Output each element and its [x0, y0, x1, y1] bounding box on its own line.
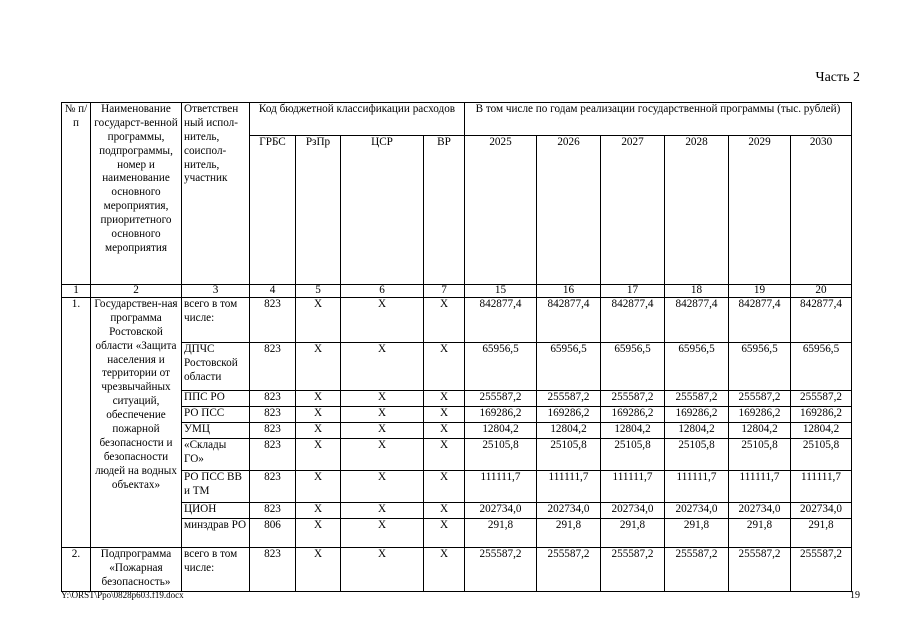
year-value-cell: 111111,7 [601, 471, 665, 503]
year-value-cell: 291,8 [665, 519, 729, 548]
grbs-cell: 823 [250, 343, 296, 391]
csr-cell: Х [341, 391, 424, 407]
column-number: 17 [601, 285, 665, 298]
vr-cell: Х [424, 391, 465, 407]
vr-cell: Х [424, 343, 465, 391]
year-value-cell: 255587,2 [665, 548, 729, 592]
year-value-cell: 25105,8 [791, 439, 852, 471]
year-value-cell: 12804,2 [729, 423, 791, 439]
year-value-cell: 65956,5 [537, 343, 601, 391]
executor-cell: «Склады ГО» [182, 439, 250, 471]
csr-cell: Х [341, 423, 424, 439]
year-value-cell: 169286,2 [665, 407, 729, 423]
program-name: Подпрограмма «Пожарная безопасность» [91, 548, 182, 592]
grbs-cell: 823 [250, 503, 296, 519]
year-value-cell: 255587,2 [601, 548, 665, 592]
executor-cell: всего в том числе: [182, 548, 250, 592]
column-number: 16 [537, 285, 601, 298]
header-budget-code: Код бюджетной классификации расходов [250, 103, 465, 136]
grbs-cell: 806 [250, 519, 296, 548]
csr-cell: Х [341, 471, 424, 503]
footer-page-number: 19 [850, 590, 860, 601]
rzpr-cell: Х [296, 423, 341, 439]
year-value-cell: 25105,8 [729, 439, 791, 471]
program-block-1 [62, 298, 852, 548]
column-number: 5 [296, 285, 341, 298]
rzpr-cell: Х [296, 439, 341, 471]
year-value-cell: 842877,4 [601, 298, 665, 343]
column-number-row [62, 285, 852, 298]
grbs-cell: 823 [250, 548, 296, 592]
csr-cell: Х [341, 548, 424, 592]
header-csr: ЦСР [341, 136, 424, 285]
grbs-cell: 823 [250, 423, 296, 439]
program-name: Государствен-ная программа Ростовской области «Защита населения и территории от чрезвычайных ситуаций, обеспечение пожарной безопасности и безопасности людей на водных объектах» [91, 298, 182, 548]
year-value-cell: 65956,5 [465, 343, 537, 391]
column-number: 1 [62, 285, 91, 298]
column-number: 7 [424, 285, 465, 298]
program-block-2 [62, 548, 852, 592]
csr-cell: Х [341, 298, 424, 343]
year-value-cell: 255587,2 [665, 391, 729, 407]
header-year: 2029 [729, 136, 791, 285]
year-value-cell: 255587,2 [537, 548, 601, 592]
year-value-cell: 169286,2 [601, 407, 665, 423]
year-value-cell: 291,8 [601, 519, 665, 548]
vr-cell: Х [424, 439, 465, 471]
rzpr-cell: Х [296, 503, 341, 519]
year-value-cell: 111111,7 [665, 471, 729, 503]
budget-table [61, 102, 852, 592]
column-number: 4 [250, 285, 296, 298]
footer-file-path: Y:\ORST\Ppo\0828p603.f19.docx [61, 590, 184, 600]
year-value-cell: 25105,8 [537, 439, 601, 471]
year-value-cell: 202734,0 [465, 503, 537, 519]
grbs-cell: 823 [250, 471, 296, 503]
csr-cell: Х [341, 439, 424, 471]
year-value-cell: 255587,2 [465, 548, 537, 592]
rzpr-cell: Х [296, 519, 341, 548]
rzpr-cell: Х [296, 298, 341, 343]
year-value-cell: 255587,2 [537, 391, 601, 407]
header-grbs: ГРБС [250, 136, 296, 285]
grbs-cell: 823 [250, 391, 296, 407]
grbs-cell: 823 [250, 407, 296, 423]
year-value-cell: 255587,2 [601, 391, 665, 407]
column-number: 3 [182, 285, 250, 298]
year-value-cell: 12804,2 [665, 423, 729, 439]
year-value-cell: 25105,8 [465, 439, 537, 471]
grbs-cell: 823 [250, 439, 296, 471]
executor-cell: всего в том числе: [182, 298, 250, 343]
executor-cell: УМЦ [182, 423, 250, 439]
header-year: 2028 [665, 136, 729, 285]
year-value-cell: 111111,7 [537, 471, 601, 503]
year-value-cell: 255587,2 [791, 548, 852, 592]
year-value-cell: 291,8 [791, 519, 852, 548]
year-value-cell: 291,8 [729, 519, 791, 548]
year-value-cell: 12804,2 [791, 423, 852, 439]
header-name: Наименование государст-венной программы, подпрограммы, номер и наименование основного мероприятия, приоритетного основного мероприятия [91, 103, 182, 285]
vr-cell: Х [424, 503, 465, 519]
header-year: 2027 [601, 136, 665, 285]
header-rzpr: РзПр [296, 136, 341, 285]
csr-cell: Х [341, 519, 424, 548]
year-value-cell: 65956,5 [601, 343, 665, 391]
year-value-cell: 25105,8 [601, 439, 665, 471]
column-number: 18 [665, 285, 729, 298]
year-value-cell: 111111,7 [465, 471, 537, 503]
rzpr-cell: Х [296, 471, 341, 503]
vr-cell: Х [424, 471, 465, 503]
header-num: № п/п [62, 103, 91, 285]
row-number: 2. [62, 548, 91, 592]
rzpr-cell: Х [296, 391, 341, 407]
year-value-cell: 255587,2 [791, 391, 852, 407]
row-number: 1. [62, 298, 91, 548]
executor-cell: РО ПСС ВВ и ТМ [182, 471, 250, 503]
year-value-cell: 202734,0 [791, 503, 852, 519]
year-value-cell: 65956,5 [791, 343, 852, 391]
year-value-cell: 169286,2 [537, 407, 601, 423]
csr-cell: Х [341, 343, 424, 391]
year-value-cell: 291,8 [537, 519, 601, 548]
header-year: 2026 [537, 136, 601, 285]
year-value-cell: 12804,2 [537, 423, 601, 439]
header-executor: Ответствен ный испол-нитель, соиспол-нитель, участник [182, 103, 250, 285]
rzpr-cell: Х [296, 407, 341, 423]
column-number: 15 [465, 285, 537, 298]
vr-cell: Х [424, 519, 465, 548]
year-value-cell: 12804,2 [601, 423, 665, 439]
header-year: 2030 [791, 136, 852, 285]
executor-cell: ЦИОН [182, 503, 250, 519]
year-value-cell: 65956,5 [729, 343, 791, 391]
year-value-cell: 842877,4 [665, 298, 729, 343]
vr-cell: Х [424, 423, 465, 439]
vr-cell: Х [424, 298, 465, 343]
year-value-cell: 111111,7 [729, 471, 791, 503]
year-value-cell: 255587,2 [729, 391, 791, 407]
table-row [62, 548, 852, 592]
executor-cell: ППС РО [182, 391, 250, 407]
year-value-cell: 291,8 [465, 519, 537, 548]
executor-cell: минздрав РО [182, 519, 250, 548]
year-value-cell: 842877,4 [729, 298, 791, 343]
table-row [62, 298, 852, 343]
year-value-cell: 12804,2 [465, 423, 537, 439]
year-value-cell: 111111,7 [791, 471, 852, 503]
year-value-cell: 842877,4 [465, 298, 537, 343]
year-value-cell: 255587,2 [729, 548, 791, 592]
part-label: Часть 2 [815, 70, 860, 85]
rzpr-cell: Х [296, 343, 341, 391]
grbs-cell: 823 [250, 298, 296, 343]
year-value-cell: 169286,2 [465, 407, 537, 423]
year-value-cell: 202734,0 [665, 503, 729, 519]
column-number: 19 [729, 285, 791, 298]
column-number: 6 [341, 285, 424, 298]
header-vr: ВР [424, 136, 465, 285]
vr-cell: Х [424, 548, 465, 592]
column-number: 20 [791, 285, 852, 298]
year-value-cell: 169286,2 [729, 407, 791, 423]
year-value-cell: 842877,4 [791, 298, 852, 343]
header-years-group: В том числе по годам реализации государственной программы (тыс. рублей) [465, 103, 852, 136]
year-value-cell: 255587,2 [465, 391, 537, 407]
year-value-cell: 65956,5 [665, 343, 729, 391]
vr-cell: Х [424, 407, 465, 423]
year-value-cell: 202734,0 [729, 503, 791, 519]
year-value-cell: 842877,4 [537, 298, 601, 343]
column-number: 2 [91, 285, 182, 298]
header-year: 2025 [465, 136, 537, 285]
year-value-cell: 169286,2 [791, 407, 852, 423]
csr-cell: Х [341, 503, 424, 519]
executor-cell: ДПЧС Ростовской области [182, 343, 250, 391]
year-value-cell: 202734,0 [601, 503, 665, 519]
year-value-cell: 202734,0 [537, 503, 601, 519]
executor-cell: РО ПСС [182, 407, 250, 423]
year-value-cell: 25105,8 [665, 439, 729, 471]
csr-cell: Х [341, 407, 424, 423]
rzpr-cell: Х [296, 548, 341, 592]
